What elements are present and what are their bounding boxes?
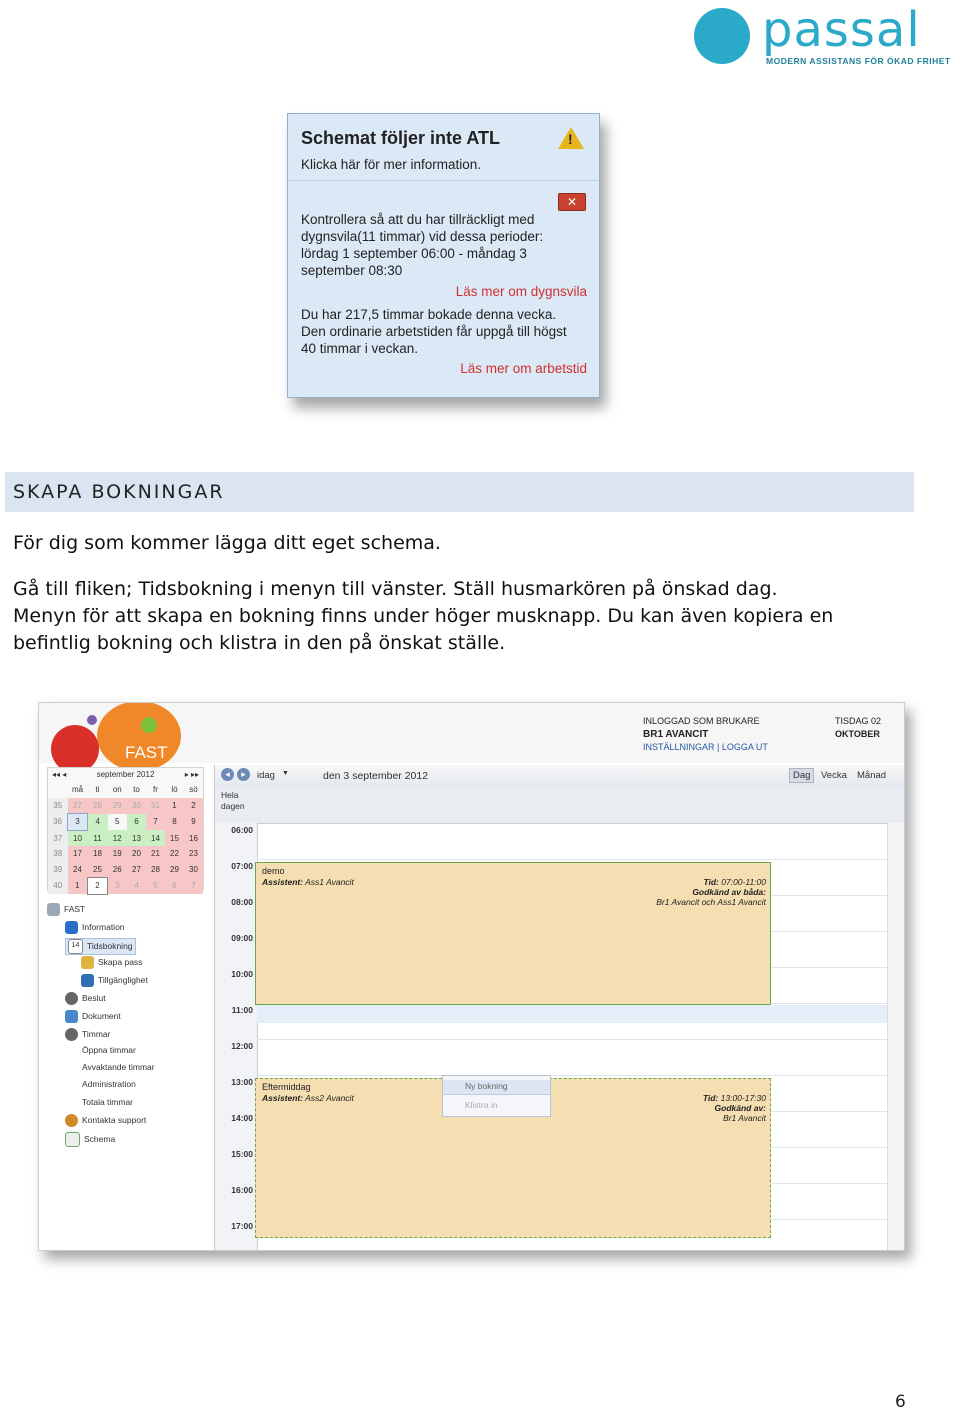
schedule-icon bbox=[65, 1132, 80, 1147]
week-number: 37 bbox=[48, 830, 68, 846]
calendar-day[interactable]: 30 bbox=[184, 862, 203, 878]
scrollbar[interactable] bbox=[887, 823, 905, 1250]
tab-dag[interactable]: Dag bbox=[789, 768, 814, 783]
weekday-header: ti bbox=[95, 785, 100, 795]
menu-item-ny-bokning[interactable]: Ny bokning bbox=[465, 1081, 508, 1091]
calendar-day[interactable]: 21 bbox=[146, 846, 165, 862]
calendar-day[interactable]: 10 bbox=[68, 830, 88, 846]
calendar-day[interactable]: 24 bbox=[68, 862, 88, 878]
day-calendar bbox=[214, 765, 905, 1250]
app-header bbox=[39, 703, 904, 763]
nav-item-tillganglighet[interactable] bbox=[81, 974, 148, 987]
week-number: 38 bbox=[48, 846, 68, 862]
calendar-day[interactable]: 4 bbox=[88, 814, 108, 831]
logo-tagline: MODERN ASSISTANS FÖR ÖKAD FRIHET bbox=[766, 56, 951, 66]
close-icon[interactable]: ✕ bbox=[558, 193, 586, 211]
week-number: 36 bbox=[48, 814, 68, 831]
event-assistant: Assistent: Ass2 Avancit bbox=[262, 1093, 354, 1103]
event-title: Eftermiddag bbox=[262, 1082, 311, 1092]
popup-title: Schemat följer inte ATL bbox=[301, 128, 501, 148]
calendar-day[interactable]: 17 bbox=[68, 846, 88, 862]
calendar-day[interactable]: 27 bbox=[127, 862, 146, 878]
weekday-header: fr bbox=[153, 785, 158, 795]
calendar-day[interactable]: 15 bbox=[165, 830, 184, 846]
popup-subtitle[interactable]: Klicka här för mer information. bbox=[301, 157, 482, 172]
time-label: 16:00 bbox=[231, 1185, 253, 1195]
weekday-header: lö bbox=[171, 785, 178, 795]
nav-item-label: Tidsbokning bbox=[87, 940, 133, 951]
calendar-icon: 14 bbox=[68, 939, 83, 954]
nav-item-label: Skapa pass bbox=[98, 956, 143, 967]
weekday-header: må bbox=[71, 785, 84, 795]
weekday-header: to bbox=[133, 785, 140, 795]
body-line-2: Menyn för att skapa en bokning finns under höger musknapp. Du kan även kopiera en bbox=[13, 605, 834, 627]
calendar-day[interactable]: 30 bbox=[127, 798, 146, 814]
calendar-day[interactable]: 25 bbox=[88, 862, 108, 878]
tools-icon bbox=[47, 903, 60, 916]
calendar-day[interactable]: 18 bbox=[88, 846, 108, 862]
menu-item-klistra-in[interactable]: Klistra in bbox=[465, 1100, 498, 1110]
section-heading-band bbox=[5, 472, 914, 512]
time-label: 07:00 bbox=[231, 861, 253, 871]
popup-rest-text-3: lördag 1 september 06:00 - måndag 3 bbox=[301, 246, 527, 261]
page-number: 6 bbox=[895, 1392, 906, 1412]
login-label: INLOGGAD SOM BRUKARE bbox=[643, 716, 760, 726]
mini-calendar-month: september 2012 bbox=[96, 770, 155, 779]
calendar-toolbar bbox=[215, 765, 905, 788]
today-month: OKTOBER bbox=[835, 729, 880, 739]
time-label: 06:00 bbox=[231, 825, 253, 835]
popup-divider bbox=[289, 180, 598, 181]
calendar-day[interactable]: 14 bbox=[146, 830, 165, 846]
calendar-day[interactable]: 6 bbox=[127, 814, 146, 831]
body-line-1: Gå till fliken; Tidsbokning i menyn till vänster. Ställ husmarkören på önskad dag. bbox=[13, 578, 778, 600]
weekday-header: on bbox=[112, 785, 122, 795]
logo-bubble-green bbox=[141, 717, 157, 733]
calendar-day-today[interactable]: 2 bbox=[88, 878, 108, 895]
popup-rest-text-1: Kontrollera så att du har tillräckligt med bbox=[301, 212, 535, 227]
nav-item-kontakta-support[interactable] bbox=[65, 1114, 146, 1127]
calendar-day[interactable]: 7 bbox=[146, 814, 165, 831]
nav-root[interactable] bbox=[47, 903, 85, 916]
mini-calendar-grid bbox=[48, 782, 203, 895]
time-label: 11:00 bbox=[231, 1005, 253, 1015]
calendar-day[interactable]: 2 bbox=[184, 798, 203, 814]
calendar-day[interactable]: 31 bbox=[146, 798, 165, 814]
nav-item-information[interactable] bbox=[65, 921, 125, 934]
passal-logo-mark bbox=[694, 8, 750, 64]
forward-arrow-icon[interactable]: ▸ bbox=[237, 768, 250, 781]
calendar-day[interactable]: 3 bbox=[108, 878, 128, 895]
calendar-day[interactable]: 5 bbox=[146, 878, 165, 895]
calendar-day[interactable]: 7 bbox=[184, 878, 203, 895]
chevron-down-icon[interactable]: ▼ bbox=[282, 770, 289, 777]
intro-paragraph: För dig som kommer lägga ditt eget schema. bbox=[13, 532, 441, 554]
mini-calendar-header bbox=[48, 768, 203, 781]
calendar-day[interactable]: 16 bbox=[184, 830, 203, 846]
passal-logo bbox=[690, 4, 958, 68]
calendar-day[interactable]: 1 bbox=[165, 798, 184, 814]
clock-icon bbox=[65, 992, 78, 1005]
hovered-slot[interactable] bbox=[257, 1005, 887, 1023]
event-title: demo bbox=[262, 866, 285, 876]
calendar-day[interactable]: 19 bbox=[108, 846, 128, 862]
info-icon bbox=[65, 921, 78, 934]
calendar-day[interactable]: 20 bbox=[127, 846, 146, 862]
popup-rest-text-2: dygnsvila(11 timmar) vid dessa perioder: bbox=[301, 229, 544, 244]
hour-line bbox=[257, 1075, 887, 1076]
hour-line bbox=[257, 1039, 887, 1040]
time-label: 09:00 bbox=[231, 933, 253, 943]
mini-calendar-next[interactable]: ▸ ▸▸ bbox=[184, 770, 199, 779]
nav-item-avvaktande-timmar[interactable]: Avvaktande timmar bbox=[82, 1062, 155, 1072]
logo-bubble-purple bbox=[87, 715, 97, 725]
nav-item-dokument[interactable] bbox=[65, 1010, 121, 1023]
fast-app-screenshot bbox=[38, 702, 905, 1251]
rest-info-link[interactable]: Läs mer om dygnsvila bbox=[455, 284, 587, 299]
hour-line bbox=[257, 859, 887, 860]
weekday-header: sö bbox=[189, 785, 198, 795]
availability-icon bbox=[81, 974, 94, 987]
popup-hours-text-3: 40 timmar i veckan. bbox=[301, 341, 419, 356]
weekday-header bbox=[48, 782, 68, 798]
calendar-day[interactable]: 8 bbox=[165, 814, 184, 831]
support-icon bbox=[65, 1114, 78, 1127]
week-number: 39 bbox=[48, 862, 68, 878]
today-button[interactable]: idag bbox=[257, 770, 275, 781]
atl-warning-popup bbox=[287, 113, 600, 398]
login-info bbox=[643, 715, 768, 754]
calendar-day[interactable]: 27 bbox=[68, 798, 88, 814]
booking-event[interactable] bbox=[255, 862, 771, 1005]
back-arrow-icon[interactable]: ◂ bbox=[221, 768, 234, 781]
logo-wordmark: passal bbox=[762, 2, 921, 58]
nav-item-schema[interactable] bbox=[65, 1132, 115, 1147]
week-number: 35 bbox=[48, 798, 68, 814]
event-assistant: Assistent: Ass1 Avancit bbox=[262, 877, 354, 887]
calendar-day[interactable]: 13 bbox=[127, 830, 146, 846]
calendar-day[interactable]: 11 bbox=[88, 830, 108, 846]
time-label: 17:00 bbox=[231, 1221, 253, 1231]
nav-item-label: Information bbox=[82, 921, 125, 932]
time-label: 14:00 bbox=[231, 1113, 253, 1123]
time-label: 12:00 bbox=[231, 1041, 253, 1051]
calendar-day[interactable]: 29 bbox=[108, 798, 128, 814]
nav-item-label: Tillgänglighet bbox=[98, 974, 148, 985]
nav-item-tidsbokning[interactable] bbox=[65, 938, 136, 955]
week-number: 40 bbox=[48, 878, 68, 895]
nav-item-totala-timmar[interactable]: Totala timmar bbox=[82, 1097, 134, 1107]
calendar-day[interactable]: 23 bbox=[184, 846, 203, 862]
all-day-row[interactable] bbox=[215, 787, 905, 824]
calendar-day[interactable]: 1 bbox=[68, 878, 88, 895]
tab-manad[interactable]: Månad bbox=[857, 770, 887, 781]
time-label: 13:00 bbox=[231, 1077, 253, 1087]
nav-item-beslut[interactable] bbox=[65, 992, 106, 1005]
nav-item-label: Timmar bbox=[82, 1028, 111, 1039]
user-icon bbox=[81, 956, 94, 969]
today-day: TISDAG 02 bbox=[835, 716, 882, 726]
popup-rest-text-4: september 08:30 bbox=[301, 263, 403, 278]
calendar-day[interactable]: 28 bbox=[88, 798, 108, 814]
all-day-label: Hela dagen bbox=[221, 790, 245, 811]
mini-calendar bbox=[47, 767, 204, 891]
tab-vecka[interactable]: Vecka bbox=[821, 770, 847, 781]
nav-item-label: Schema bbox=[84, 1133, 116, 1144]
calendar-day[interactable]: 5 bbox=[115, 817, 120, 827]
calendar-day-selected[interactable]: 3 bbox=[68, 814, 88, 831]
worktime-info-link[interactable]: Läs mer om arbetstid bbox=[460, 361, 587, 376]
today-display bbox=[835, 715, 881, 741]
calendar-day[interactable]: 4 bbox=[127, 878, 146, 895]
event-details: Tid: 07:00-11:00 Godkänd av båda: Br1 Avancit och Ass1 Avancit bbox=[656, 877, 766, 907]
login-user: BR1 AVANCIT bbox=[643, 729, 709, 740]
warning-icon: ! bbox=[558, 127, 584, 149]
nav-item-skapa-pass[interactable] bbox=[81, 956, 142, 969]
current-date: den 3 september 2012 bbox=[323, 770, 429, 782]
calendar-day[interactable]: 26 bbox=[108, 862, 128, 878]
mini-calendar-prev[interactable]: ◂◂ ◂ bbox=[52, 770, 67, 779]
nav-item-label: Dokument bbox=[82, 1010, 121, 1021]
calendar-day[interactable]: 22 bbox=[165, 846, 184, 862]
time-label: 08:00 bbox=[231, 897, 253, 907]
context-menu bbox=[442, 1075, 551, 1117]
popup-hours-text-2: Den ordinarie arbetstiden får uppgå till högst bbox=[301, 324, 567, 339]
popup-hours-text-1: Du har 217,5 timmar bokade denna vecka. bbox=[301, 307, 557, 322]
nav-item-label: Kontakta support bbox=[82, 1114, 147, 1125]
section-heading: SKAPA BOKNINGAR bbox=[13, 481, 225, 503]
document-icon bbox=[65, 1010, 78, 1023]
logo-bubble-red bbox=[51, 725, 99, 773]
login-links[interactable]: INSTÄLLNINGAR | LOGGA UT bbox=[643, 742, 768, 752]
nav-item-label: Beslut bbox=[82, 992, 106, 1003]
nav-item-administration[interactable]: Administration bbox=[82, 1079, 136, 1089]
calendar-day[interactable]: 6 bbox=[165, 878, 184, 895]
event-details: Tid: 13:00-17:30 Godkänd av: Br1 Avancit bbox=[702, 1093, 766, 1123]
nav-root-label: FAST bbox=[64, 903, 86, 914]
calendar-day[interactable]: 12 bbox=[108, 830, 128, 846]
app-brand: FAST bbox=[125, 743, 168, 762]
time-label: 10:00 bbox=[231, 969, 253, 979]
clock-icon bbox=[65, 1028, 78, 1041]
nav-item-timmar[interactable] bbox=[65, 1028, 110, 1041]
time-label: 15:00 bbox=[231, 1149, 253, 1159]
nav-item-oppna-timmar[interactable]: Öppna timmar bbox=[82, 1045, 136, 1055]
calendar-day[interactable]: 29 bbox=[165, 862, 184, 878]
calendar-day[interactable]: 9 bbox=[184, 814, 203, 831]
calendar-day[interactable]: 28 bbox=[146, 862, 165, 878]
body-line-3: befintlig bokning och klistra in den på önskat ställe. bbox=[13, 632, 506, 654]
